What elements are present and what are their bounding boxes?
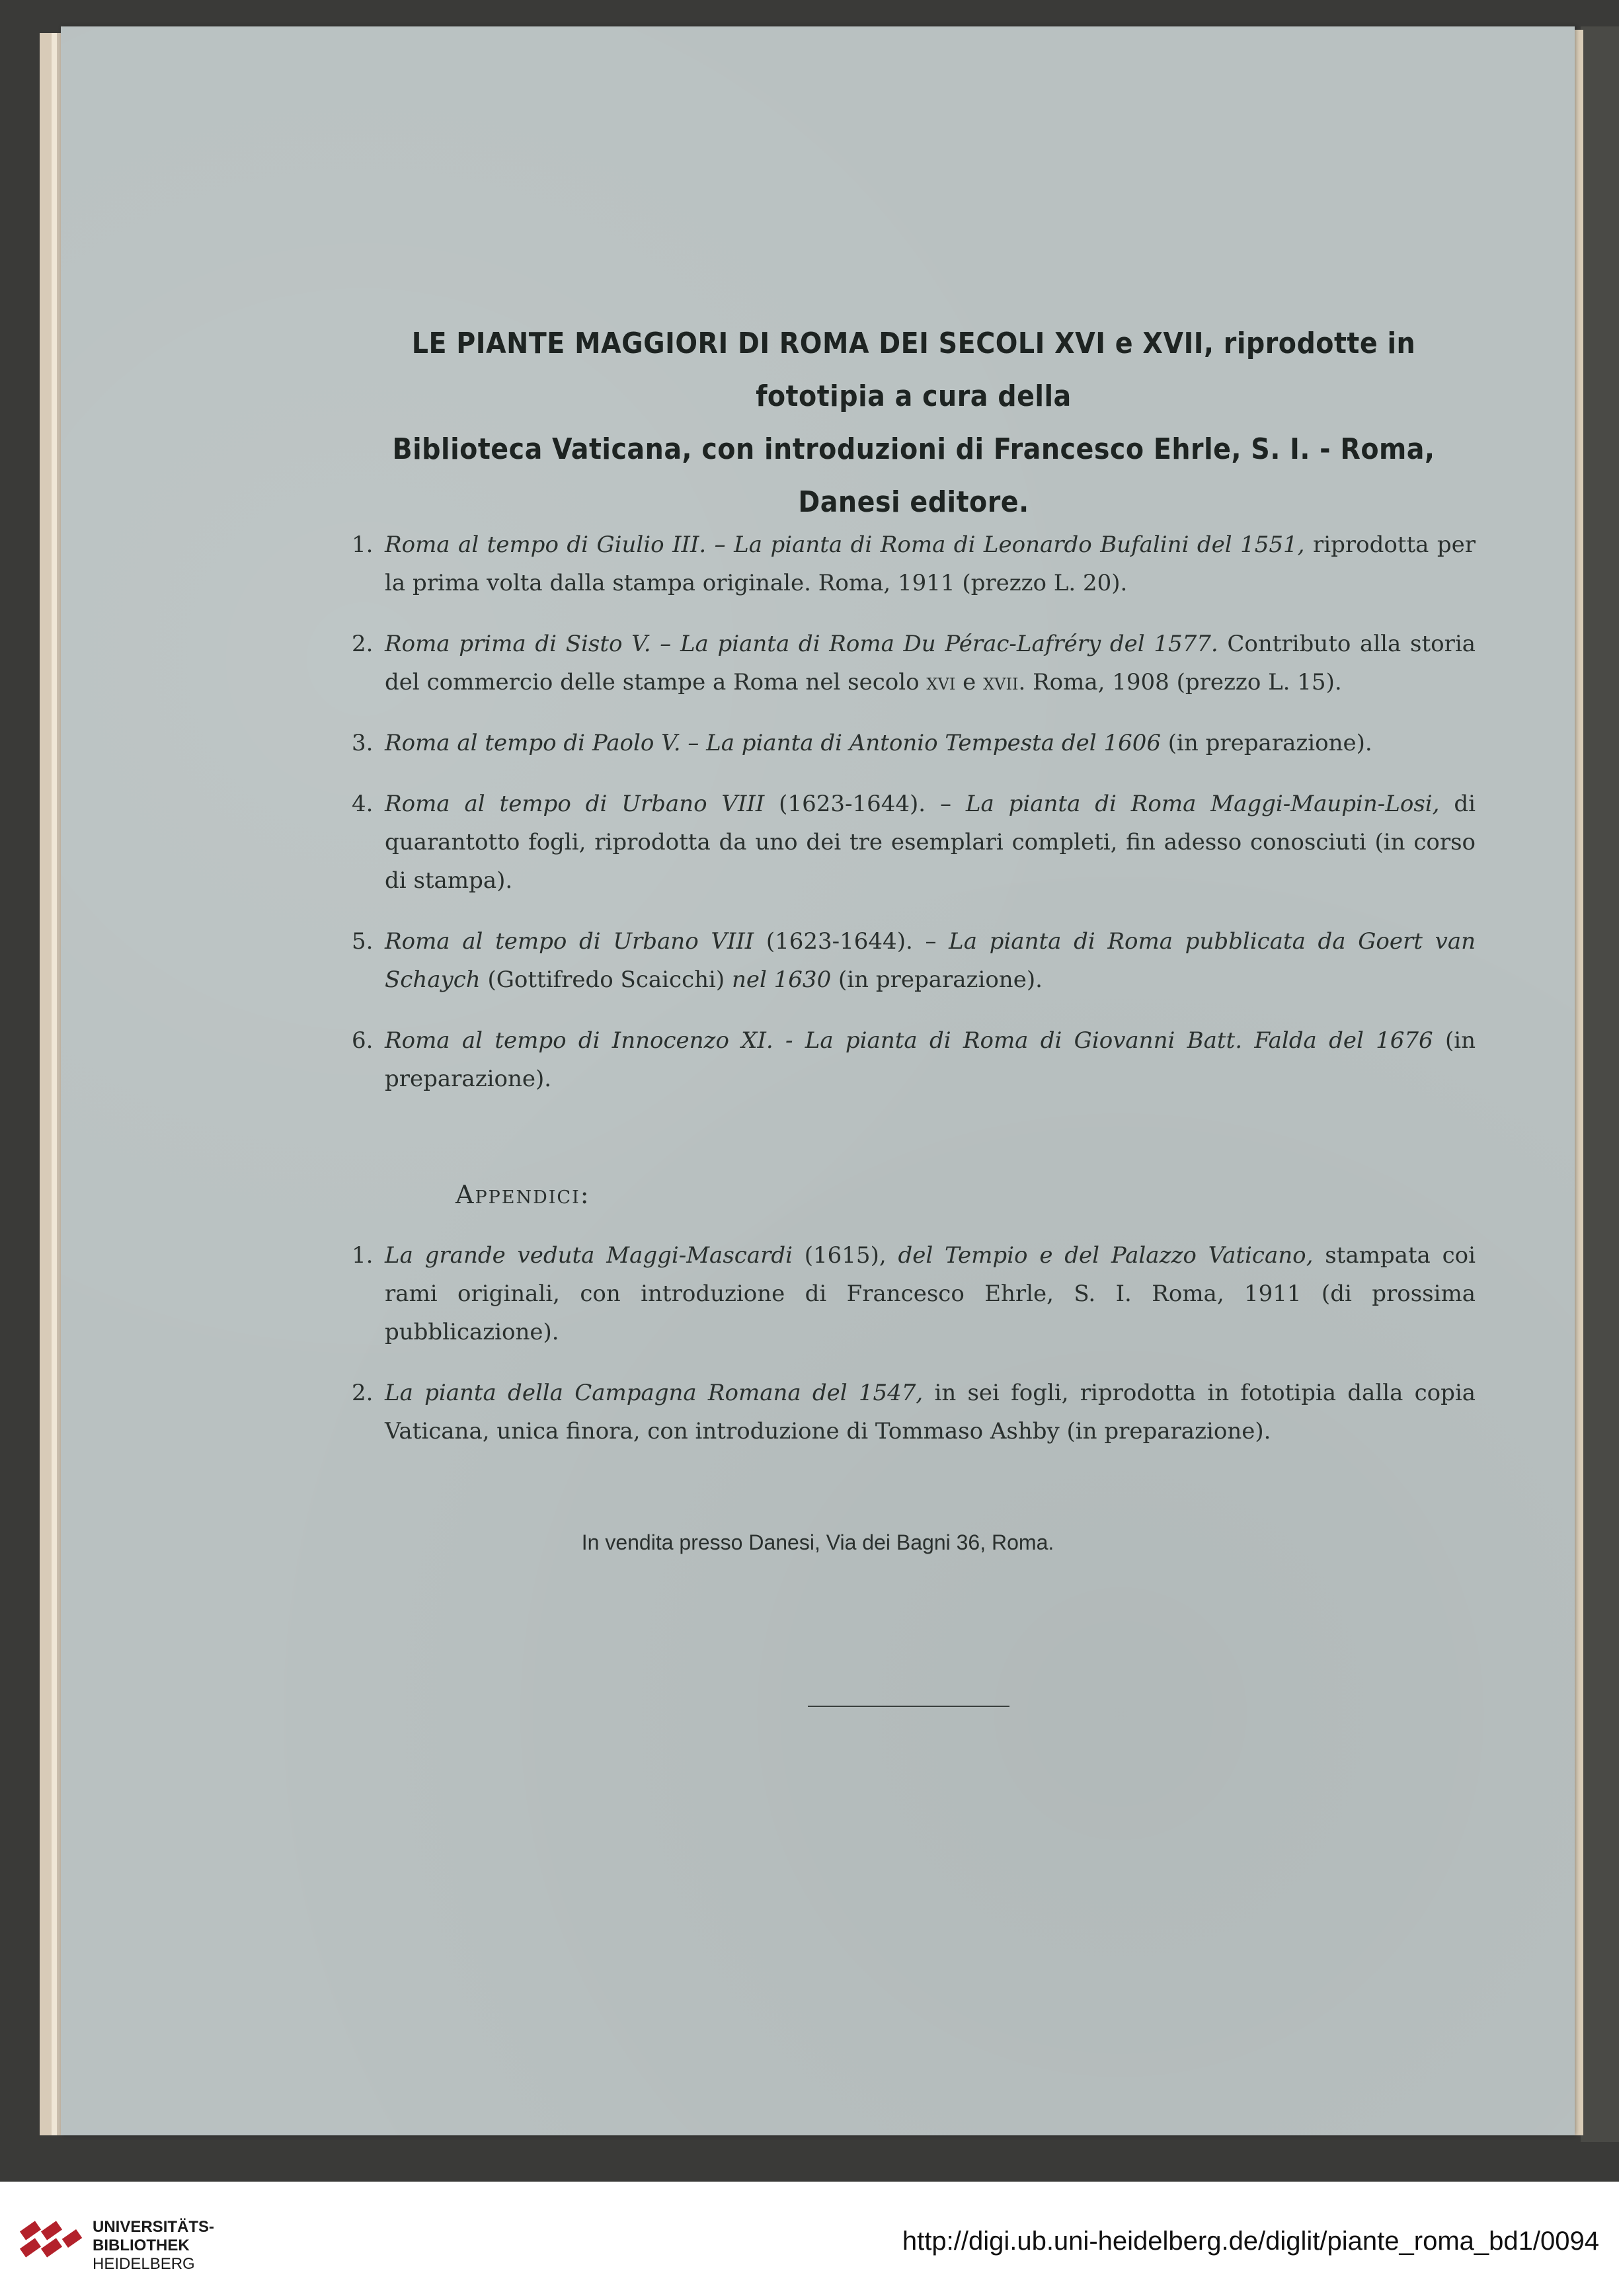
item-text: (Gottifredo Scaicchi) — [480, 967, 732, 993]
list-item — [352, 526, 1476, 602]
divider — [808, 1706, 1009, 1707]
library-name-line: HEIDELBERG — [93, 2255, 195, 2273]
list-item — [352, 625, 1476, 701]
item-text: (1623-1644). – — [764, 791, 966, 817]
item-number: 5. — [352, 928, 374, 955]
item-title: Roma al tempo di Urbano VIII — [385, 928, 754, 955]
library-name-line: BIBLIOTHEK — [93, 2237, 190, 2254]
item-text: riprodotta per la prima volta dalla stampa originale. Roma, 1911 (prezzo L. 20). — [385, 532, 1476, 596]
item-text: (in preparazione). — [831, 967, 1043, 993]
item-text: (in preparazione). — [385, 1027, 1476, 1092]
item-title: La grande veduta Maggi-Mascardi — [385, 1242, 793, 1269]
sale-notice: In vendita presso Danesi, Via dei Bagni 36, Roma. — [581, 1530, 1054, 1554]
scanned-page — [61, 26, 1575, 2135]
item-number: 3. — [352, 730, 374, 756]
item-number: 2. — [352, 1380, 374, 1406]
item-text: xvii — [983, 669, 1019, 695]
item-text: xvi — [926, 669, 956, 695]
item-text: (in preparazione). — [1160, 730, 1372, 756]
list-item — [352, 1374, 1476, 1450]
item-text: Contributo alla storia del commercio delle stampe a Roma nel secolo — [385, 631, 1476, 695]
item-title: La pianta della Campagna Romana del 1547, — [385, 1380, 924, 1406]
item-title: Roma al tempo di Innocenzo XI. - La pianta di Roma di Giovanni Batt. Falda del 1676 — [385, 1027, 1433, 1054]
item-title: La pianta di Roma pubblicata da Goert van Schaych — [385, 928, 1476, 993]
viewer-footer-bar — [0, 2182, 1619, 2296]
item-text: di quarantotto fogli, riprodotta da uno dei tre esemplari completi, fin adesso conosciuti (in corso di stampa). — [385, 791, 1476, 894]
item-number: 2. — [352, 631, 374, 657]
page-title — [352, 317, 1476, 529]
list-item — [352, 1236, 1476, 1351]
permalink-url[interactable]: http://digi.ub.uni-heidelberg.de/diglit/piante_roma_bd1/0094 — [902, 2227, 1599, 2256]
list-item — [352, 724, 1476, 762]
list-item — [352, 1021, 1476, 1098]
item-text: stampata coi rami originali, con introduzione di Francesco Ehrle, S. I. Roma, 1911 (di prossima pubblicazione). — [385, 1242, 1476, 1345]
item-title: La pianta di Roma Maggi-Maupin-Losi, — [965, 791, 1440, 817]
appendici-list — [352, 1236, 1476, 1473]
appendici-heading: Appendici: — [455, 1180, 590, 1209]
item-title: Roma prima di Sisto V. – La pianta di Roma Du Pérac-Lafréry del 1577. — [385, 631, 1218, 657]
item-number: 4. — [352, 791, 374, 817]
library-logo-icon[interactable] — [19, 2216, 85, 2269]
publication-list — [352, 526, 1476, 1121]
item-title: del Tempio e del Palazzo Vaticano, — [898, 1242, 1314, 1269]
scan-background-right — [1581, 26, 1619, 2142]
item-title: nel 1630 — [731, 967, 832, 993]
library-name-line: UNIVERSITÄTS- — [93, 2218, 215, 2236]
page-stack-edge — [40, 33, 53, 2135]
item-number: 1. — [352, 532, 374, 558]
item-text: . Roma, 1908 (prezzo L. 15). — [1018, 669, 1342, 695]
item-text: e — [955, 669, 984, 695]
item-title: Roma al tempo di Urbano VIII — [385, 791, 765, 817]
item-title: Roma al tempo di Giulio III. – La pianta di Roma di Leonardo Bufalini del 1551, — [385, 532, 1305, 558]
list-item — [352, 922, 1476, 999]
title-line-2: Biblioteca Vaticana, con introduzioni di Francesco Ehrle, S. I. - Roma, Danesi editore. — [392, 432, 1435, 519]
list-item — [352, 785, 1476, 900]
item-title: Roma al tempo di Paolo V. – La pianta di Antonio Tempesta del 1606 — [385, 730, 1161, 756]
item-text: (1615), — [792, 1242, 898, 1269]
title-line-1: LE PIANTE MAGGIORI DI ROMA DEI SECOLI XVI e XVII, riprodotte in fototipia a cura della — [411, 327, 1416, 413]
item-number: 1. — [352, 1242, 374, 1269]
library-name[interactable] — [93, 2218, 214, 2274]
item-number: 6. — [352, 1027, 374, 1054]
item-text: in sei fogli, riprodotta in fototipia dalla copia Vaticana, unica finora, con introduzione di Tommaso Ashby (in preparazione). — [385, 1380, 1476, 1445]
item-text: (1623-1644). – — [754, 928, 949, 955]
